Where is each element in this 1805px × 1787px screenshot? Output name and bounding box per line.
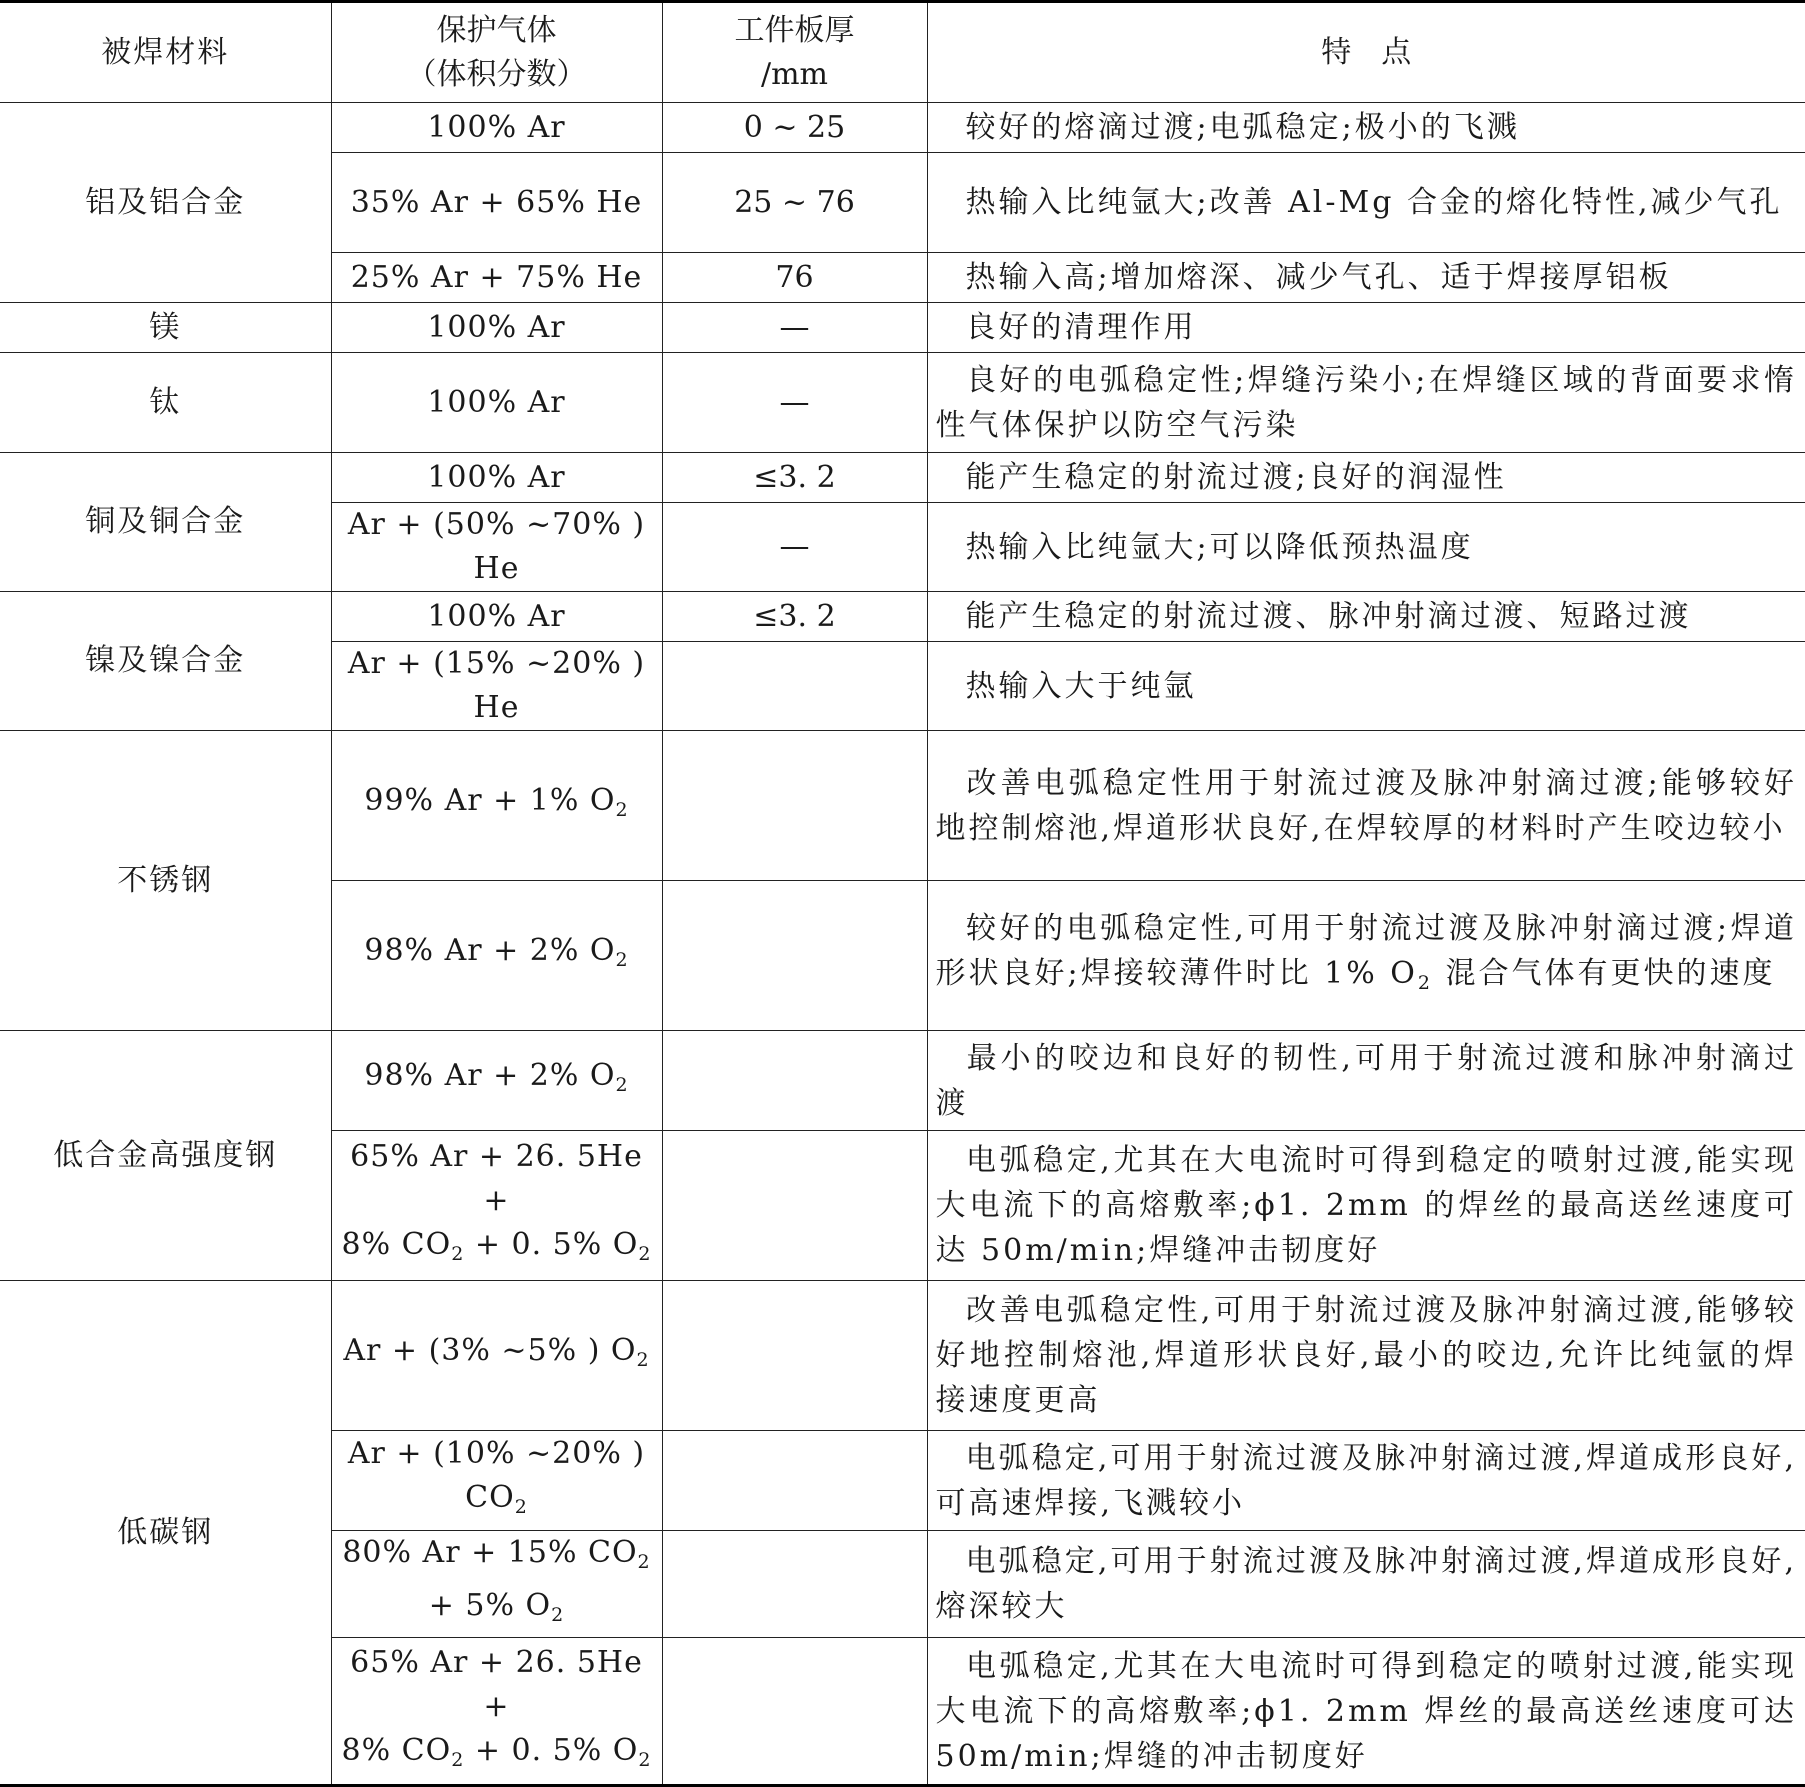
thickness-cell: ≤3. 2 (662, 453, 927, 503)
material-cell: 镍及镍合金 (0, 592, 331, 731)
material-cell: 不锈钢 (0, 731, 331, 1031)
feature-cell: 电弧稳定,可用于射流过渡及脉冲射滴过渡,焊道成形良好,熔深较大 (927, 1531, 1805, 1638)
thickness-cell: 76 (662, 253, 927, 303)
header-features: 特 点 (927, 2, 1805, 103)
header-gas: 保护气体 （体积分数） (331, 2, 662, 103)
gas-cell: 99% Ar + 1% $O_2$ (331, 731, 662, 881)
thickness-cell: 0 ~ 25 (662, 103, 927, 153)
gas-cell: 100% Ar (331, 303, 662, 353)
thickness-cell: — (662, 303, 927, 353)
feature-cell: 电弧稳定,可用于射流过渡及脉冲射滴过渡,焊道成形良好,可高速焊接,飞溅较小 (927, 1431, 1805, 1531)
material-cell: 低合金高强度钢 (0, 1031, 331, 1281)
feature-cell: 改善电弧稳定性用于射流过渡及脉冲射滴过渡;能够较好地控制熔池,焊道形状良好,在焊较厚的材料时产生咬边较小 (927, 731, 1805, 881)
material-cell: 钛 (0, 353, 331, 453)
feature-cell: 改善电弧稳定性,可用于射流过渡及脉冲射滴过渡,能够较好地控制熔池,焊道形状良好,最小的咬边,允许比纯氩的焊接速度更高 (927, 1281, 1805, 1431)
feature-cell: 热输入大于纯氩 (927, 642, 1805, 731)
gas-cell: 25% Ar + 75% He (331, 253, 662, 303)
thickness-cell: — (662, 503, 927, 592)
thickness-cell (662, 1531, 927, 1638)
thickness-cell (662, 881, 927, 1031)
feature-cell: 能产生稳定的射流过渡;良好的润湿性 (927, 453, 1805, 503)
feature-cell: 良好的清理作用 (927, 303, 1805, 353)
thickness-cell (662, 1638, 927, 1786)
thickness-cell (662, 1431, 927, 1531)
material-cell: 低碳钢 (0, 1281, 331, 1786)
thickness-cell: — (662, 353, 927, 453)
table-row (0, 303, 1805, 353)
feature-cell: 电弧稳定,尤其在大电流时可得到稳定的喷射过渡,能实现大电流下的高熔敷率;ϕ1. 2mm 的焊丝的最高送丝速度可达 50m/min;焊缝冲击韧度好 (927, 1131, 1805, 1281)
table-row (0, 103, 1805, 153)
material-cell: 铝及铝合金 (0, 103, 331, 303)
gas-cell: 65% Ar + 26. 5He + 8% $CO_2 + 0$. 5% $O_2$ (331, 1638, 662, 1786)
thickness-cell (662, 731, 927, 881)
header-material: 被焊材料 (0, 2, 331, 103)
gas-cell: Ar + (15% ~20% ) He (331, 642, 662, 731)
feature-cell: 较好的熔滴过渡;电弧稳定;极小的飞溅 (927, 103, 1805, 153)
gas-cell: Ar + (3% ~5% ) $O_2$ (331, 1281, 662, 1431)
material-cell: 镁 (0, 303, 331, 353)
feature-cell: 热输入比纯氩大;改善 Al-Mg 合金的熔化特性,减少气孔 (927, 153, 1805, 253)
feature-cell: 能产生稳定的射流过渡、脉冲射滴过渡、短路过渡 (927, 592, 1805, 642)
gas-cell: 100% Ar (331, 353, 662, 453)
material-cell: 铜及铜合金 (0, 453, 331, 592)
thickness-cell: 25 ~ 76 (662, 153, 927, 253)
table-row (0, 592, 1805, 642)
table-row (0, 453, 1805, 503)
gas-cell: 80% Ar + 15% $CO_2$ + 5% $O_2$ (331, 1531, 662, 1638)
thickness-cell (662, 1281, 927, 1431)
thickness-cell (662, 642, 927, 731)
feature-cell: 较好的电弧稳定性,可用于射流过渡及脉冲射滴过渡;焊道形状良好;焊接较薄件时比 1% $O_2$ 混合气体有更快的速度 (927, 881, 1805, 1031)
gas-cell: 35% Ar + 65% He (331, 153, 662, 253)
feature-cell: 热输入高;增加熔深、减少气孔、适于焊接厚铝板 (927, 253, 1805, 303)
gas-cell: 100% Ar (331, 453, 662, 503)
feature-cell: 良好的电弧稳定性;焊缝污染小;在焊缝区域的背面要求惰性气体保护以防空气污染 (927, 353, 1805, 453)
table-header-row (0, 2, 1805, 103)
gas-cell: 98% Ar + 2% $O_2$ (331, 1031, 662, 1131)
gas-cell: Ar + (10% ~20% ) $CO_2$ (331, 1431, 662, 1531)
header-thickness: 工件板厚 /mm (662, 2, 927, 103)
thickness-cell: ≤3. 2 (662, 592, 927, 642)
gas-cell: 100% Ar (331, 103, 662, 153)
thickness-cell (662, 1031, 927, 1131)
feature-cell: 电弧稳定,尤其在大电流时可得到稳定的喷射过渡,能实现大电流下的高熔敷率;ϕ1. 2mm 焊丝的最高送丝速度可达 50m/min;焊缝的冲击韧度好 (927, 1638, 1805, 1786)
table-row (0, 353, 1805, 453)
gas-cell: 65% Ar + 26. 5He + 8% $CO_2 + 0$. 5% $O_2$ (331, 1131, 662, 1281)
gas-cell: 98% Ar + 2% $O_2$ (331, 881, 662, 1031)
feature-cell: 最小的咬边和良好的韧性,可用于射流过渡和脉冲射滴过渡 (927, 1031, 1805, 1131)
table-row (0, 1031, 1805, 1131)
thickness-cell (662, 1131, 927, 1281)
feature-cell: 热输入比纯氩大;可以降低预热温度 (927, 503, 1805, 592)
gas-cell: Ar + (50% ~70% ) He (331, 503, 662, 592)
gas-cell: 100% Ar (331, 592, 662, 642)
table-row (0, 1281, 1805, 1431)
table-row (0, 731, 1805, 881)
